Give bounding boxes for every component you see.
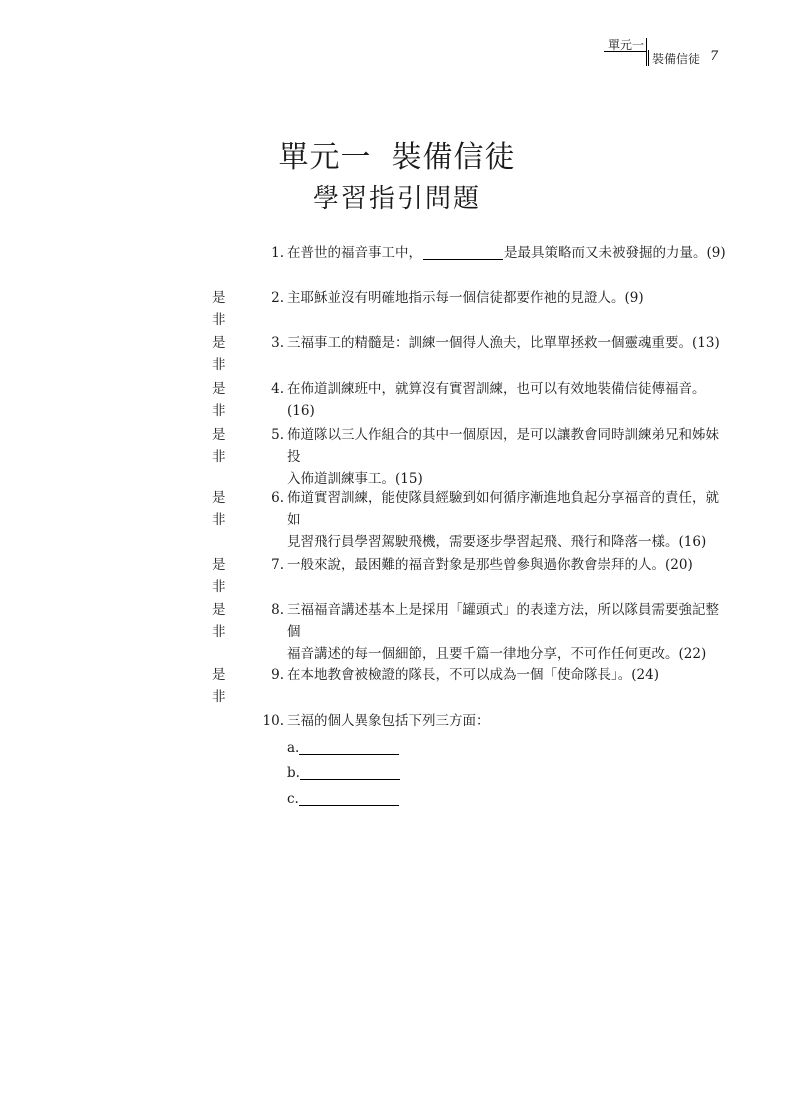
- true-option[interactable]: 是: [212, 667, 226, 683]
- page-subheading: 學習指引問題: [312, 184, 481, 214]
- header-divider: [646, 38, 647, 66]
- question-number: 5.: [271, 427, 284, 443]
- question-number: 7.: [271, 557, 284, 573]
- true-option[interactable]: 是: [212, 381, 226, 397]
- true-option[interactable]: 是: [212, 602, 226, 618]
- page-number: 7: [710, 49, 719, 64]
- question-text: 佈道隊以三人作組合的其中一個原因，是可以讓教會同時訓練弟兄和姊妹投 入佈道訓練事工。(15): [287, 427, 719, 487]
- question-number: 4.: [271, 381, 284, 397]
- true-false-choice: [212, 664, 262, 708]
- true-false-choice: [212, 424, 262, 468]
- question-number: 1.: [271, 245, 284, 261]
- question-text: 一般來說，最困難的福音對象是那些曾參與過你教會崇拜的人。(20): [287, 557, 693, 573]
- true-false-choice: [212, 487, 262, 531]
- true-false-choice: [212, 599, 262, 643]
- question-text: 在本地教會被檢證的隊長，不可以成為一個「使命隊長」。(24): [287, 667, 659, 683]
- false-option[interactable]: 非: [212, 312, 226, 328]
- header-rule: [604, 51, 646, 52]
- true-false-choice: [212, 287, 262, 331]
- question-number: 10.: [262, 713, 284, 729]
- answer-line-a: a.: [287, 738, 399, 758]
- false-option[interactable]: 非: [212, 403, 226, 419]
- header-subtitle: 裝備信徒: [652, 52, 701, 66]
- answer-blank[interactable]: [299, 790, 399, 806]
- question-number: 3.: [271, 335, 284, 351]
- true-option[interactable]: 是: [212, 427, 226, 443]
- question-text: 佈道實習訓練，能使隊員經驗到如何循序漸進地負起分享福音的責任，就如 見習飛行員學習駕駛飛機，需要逐步學習起飛、飛行和降落一樣。(16): [287, 490, 719, 550]
- question-text: 在佈道訓練班中，就算沒有實習訓練，也可以有效地裝備信徒傳福音。(16): [287, 381, 706, 419]
- answer-blank[interactable]: [423, 244, 503, 260]
- header-divider-inner: [648, 50, 649, 66]
- title-topic: 裝備信徒: [391, 140, 516, 175]
- question-text: 三福的個人異象包括下列三方面：: [287, 713, 490, 729]
- true-option[interactable]: 是: [212, 490, 226, 506]
- false-option[interactable]: 非: [212, 357, 226, 373]
- answer-blank[interactable]: [300, 764, 400, 780]
- false-option[interactable]: 非: [212, 689, 226, 705]
- false-option[interactable]: 非: [212, 512, 226, 528]
- title-unit: 單元一: [278, 140, 372, 175]
- question-text: 在普世的福音事工中， 是最具策略而又未被發掘的力量。(9): [287, 245, 726, 261]
- question-text: 三福事工的精髓是：訓練一個得人漁夫，比單單拯救一個靈魂重要。(13): [287, 335, 720, 351]
- question-number: 2.: [271, 290, 284, 306]
- true-option[interactable]: 是: [212, 557, 226, 573]
- page-title: [0, 132, 794, 176]
- running-header: [598, 36, 728, 70]
- header-unit: 單元一: [607, 38, 644, 52]
- question-number: 9.: [271, 667, 284, 683]
- true-option[interactable]: 是: [212, 290, 226, 306]
- true-option[interactable]: 是: [212, 335, 226, 351]
- question-text: 三福福音講述基本上是採用「罐頭式」的表達方法，所以隊員需要強記整個 福音講述的每一個細節，且要千篇一律地分享，不可作任何更改。(22): [287, 602, 719, 662]
- answer-line-c: c.: [287, 789, 399, 809]
- false-option[interactable]: 非: [212, 579, 226, 595]
- true-false-choice: [212, 554, 262, 598]
- true-false-choice: [212, 378, 262, 422]
- false-option[interactable]: 非: [212, 449, 226, 465]
- question-number: 6.: [271, 490, 284, 506]
- question-text: 主耶穌並沒有明確地指示每一個信徒都要作祂的見證人。(9): [287, 290, 644, 306]
- question-number: 8.: [271, 602, 284, 618]
- true-false-choice: [212, 332, 262, 376]
- answer-line-b: b.: [287, 763, 400, 783]
- answer-blank[interactable]: [299, 739, 399, 755]
- false-option[interactable]: 非: [212, 624, 226, 640]
